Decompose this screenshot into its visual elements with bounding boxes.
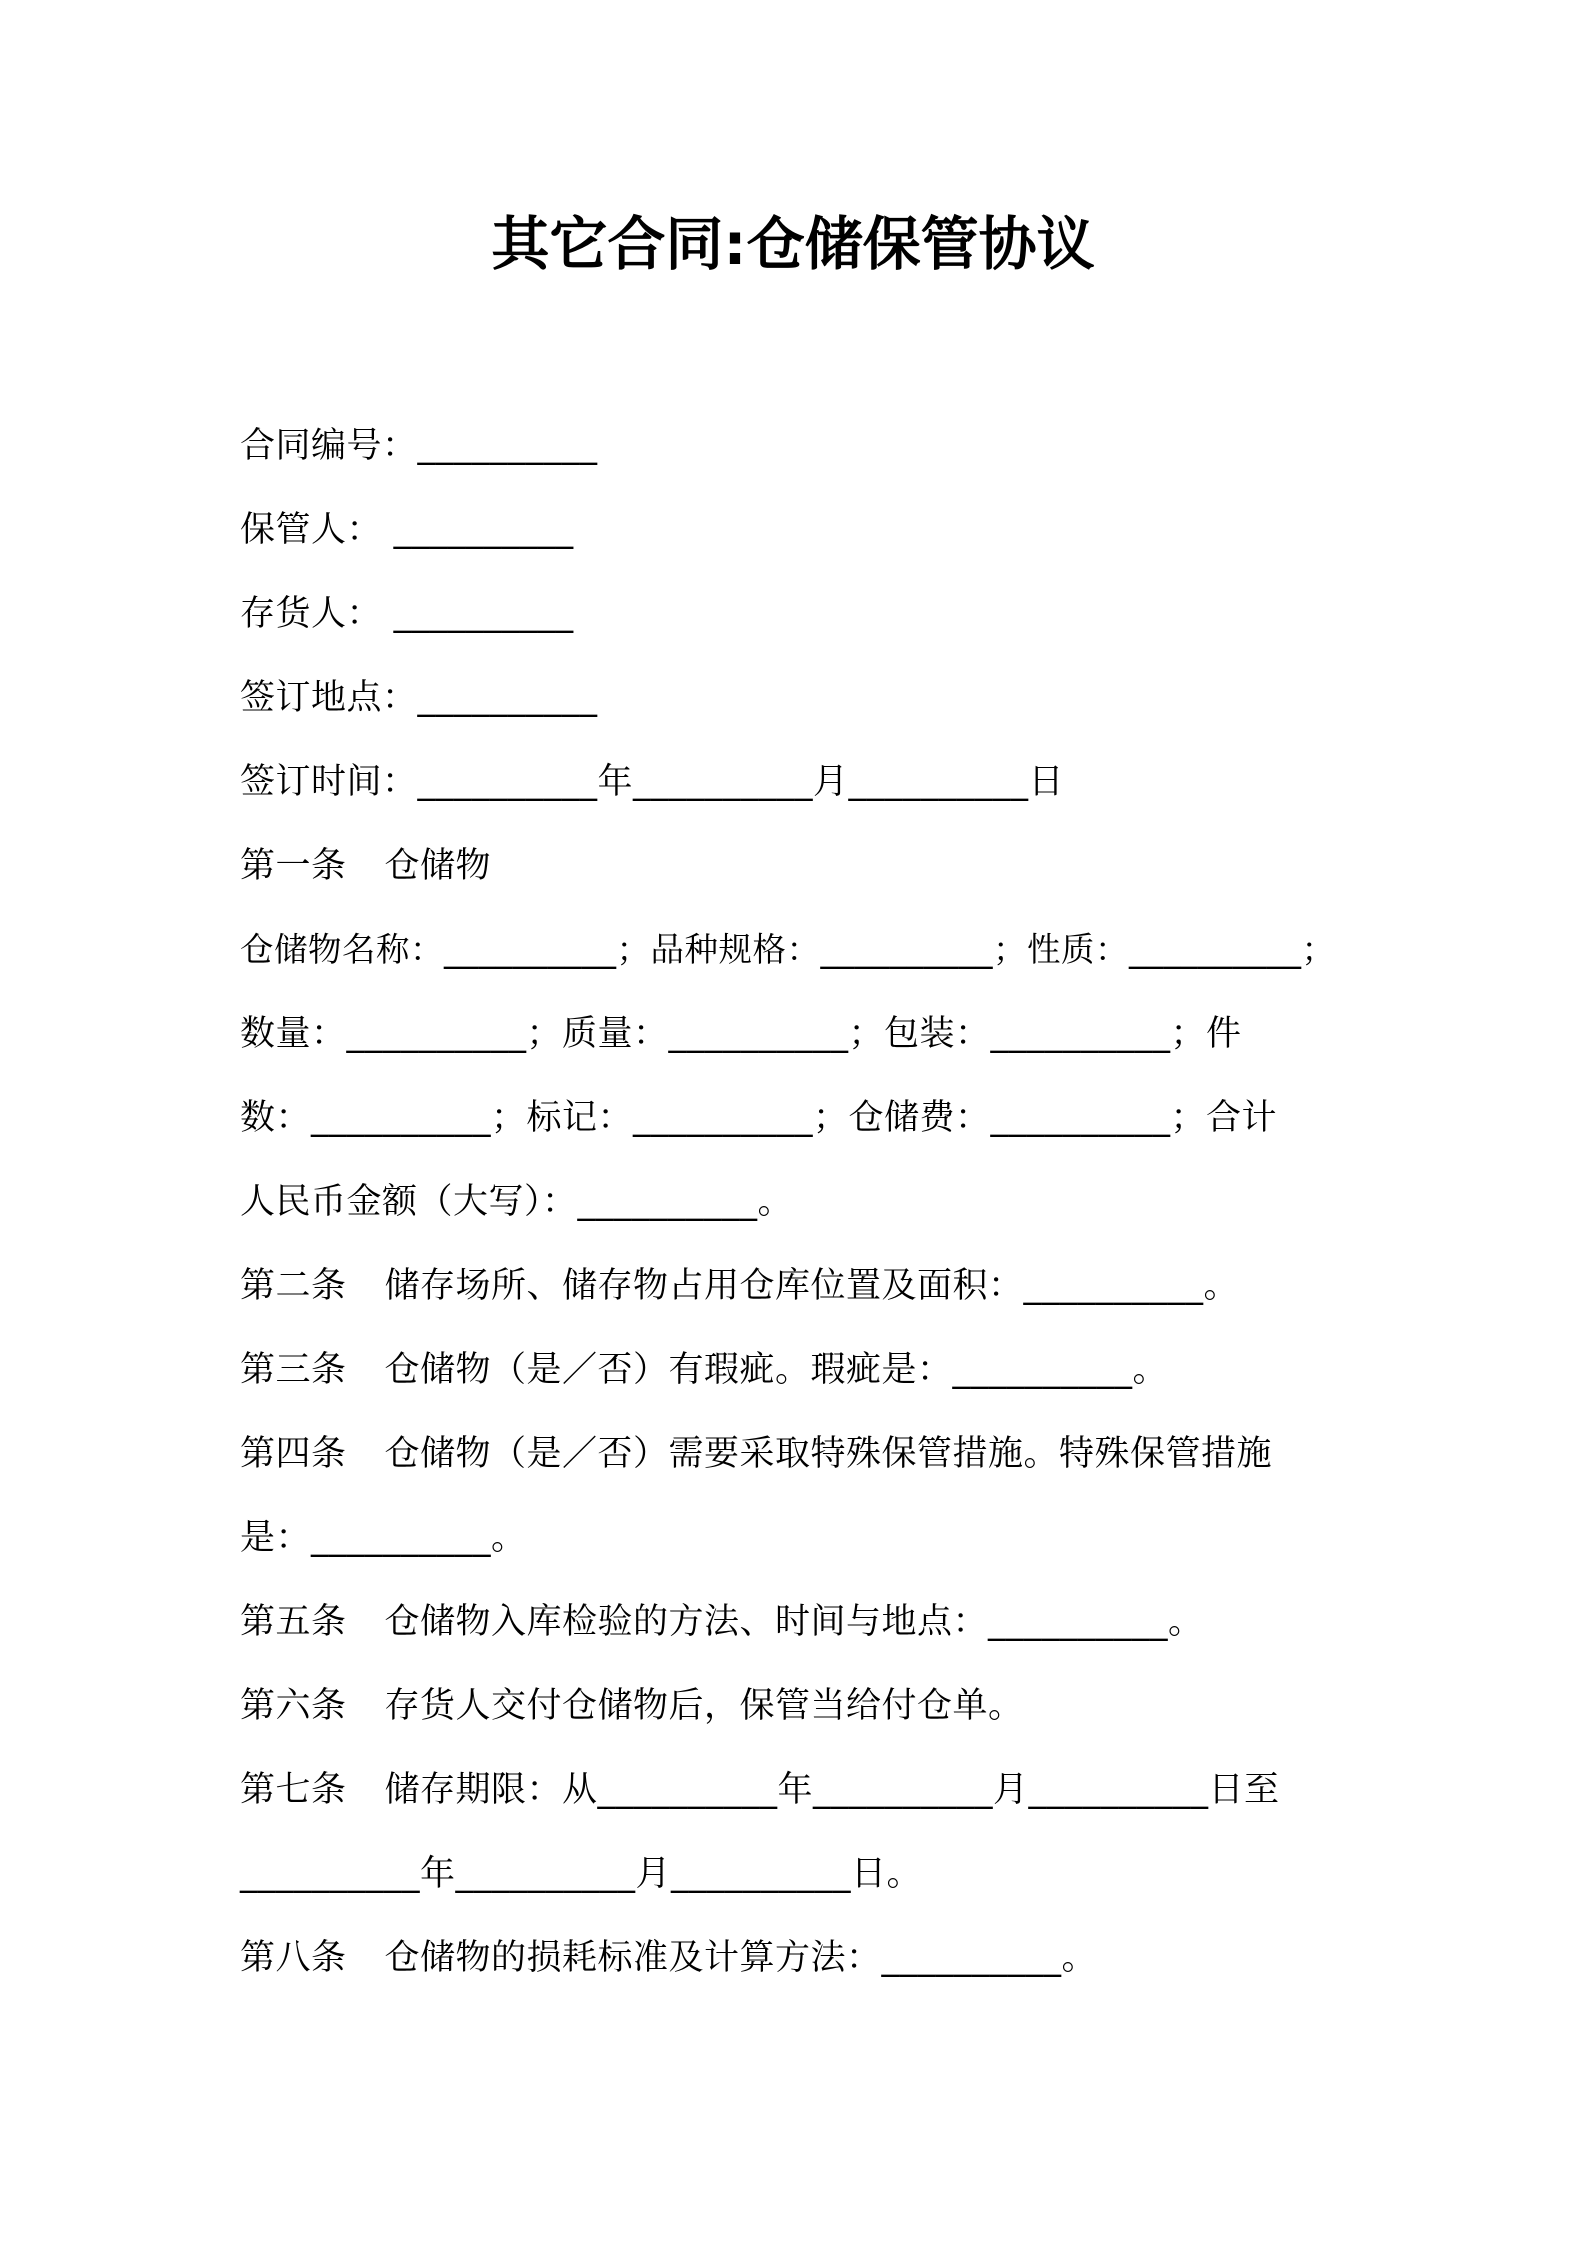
article-6-number: 第六条	[240, 1686, 347, 1726]
article-4	[240, 1412, 1350, 1496]
article-4-text: 仓储物（是／否）需要采取特殊保管措施。特殊保管措施	[384, 1434, 1273, 1474]
article-8	[240, 1916, 1350, 2000]
article-1-quantity-line: 数量：__________；质量：__________；包装：__________；件	[240, 1014, 1242, 1054]
article-5-number: 第五条	[240, 1602, 347, 1642]
article-1-title: 仓储物	[384, 846, 492, 886]
article-1-number: 第一条	[240, 846, 347, 886]
article-3-number: 第三条	[240, 1350, 347, 1390]
article-8-number: 第八条	[240, 1938, 347, 1978]
article-2	[240, 1244, 1350, 1328]
article-3-text: 仓储物（是／否）有瑕疵。瑕疵是：__________。	[384, 1350, 1169, 1390]
article-1-goods-line	[240, 908, 1350, 992]
article-6-text: 存货人交付仓储物后，保管当给付仓单。	[384, 1686, 1024, 1726]
article-7-text: 储存期限：从__________年__________月__________日至	[384, 1770, 1280, 1810]
signing-place-line: 签订地点：__________	[240, 678, 598, 718]
article-1-count-line: 数：__________；标记：__________；仓储费：__________；合计	[240, 1098, 1278, 1138]
contract-number-line: 合同编号：__________	[240, 426, 598, 466]
article-3	[240, 1328, 1350, 1412]
article-6	[240, 1664, 1350, 1748]
document-body	[240, 404, 1350, 2000]
article-8-text: 仓储物的损耗标准及计算方法：__________。	[384, 1938, 1098, 1978]
article-1-heading	[240, 824, 1350, 908]
article-5	[240, 1580, 1350, 1664]
article-7	[240, 1748, 1350, 1832]
depositor-line: 存货人： __________	[240, 594, 574, 634]
article-2-number: 第二条	[240, 1266, 347, 1306]
article-4-continuation: 是：__________。	[240, 1518, 527, 1558]
article-1-amount-line: 人民币金额（大写）：__________。	[240, 1182, 794, 1222]
signing-date-line: 签订时间：__________年__________月__________日	[240, 762, 1065, 802]
article-4-number: 第四条	[240, 1434, 347, 1474]
article-7-number: 第七条	[240, 1770, 347, 1810]
article-1-goods-text: 仓储物名称：__________；品种规格：__________；性质：__________；	[240, 930, 1336, 969]
custodian-line: 保管人： __________	[240, 510, 574, 550]
document-title: 其它合同:仓储保管协议	[491, 210, 1095, 278]
article-5-text: 仓储物入库检验的方法、时间与地点：__________。	[384, 1602, 1204, 1642]
article-7-continuation: __________年__________月__________日。	[240, 1854, 923, 1894]
article-2-text: 储存场所、储存物占用仓库位置及面积：__________。	[384, 1266, 1240, 1306]
